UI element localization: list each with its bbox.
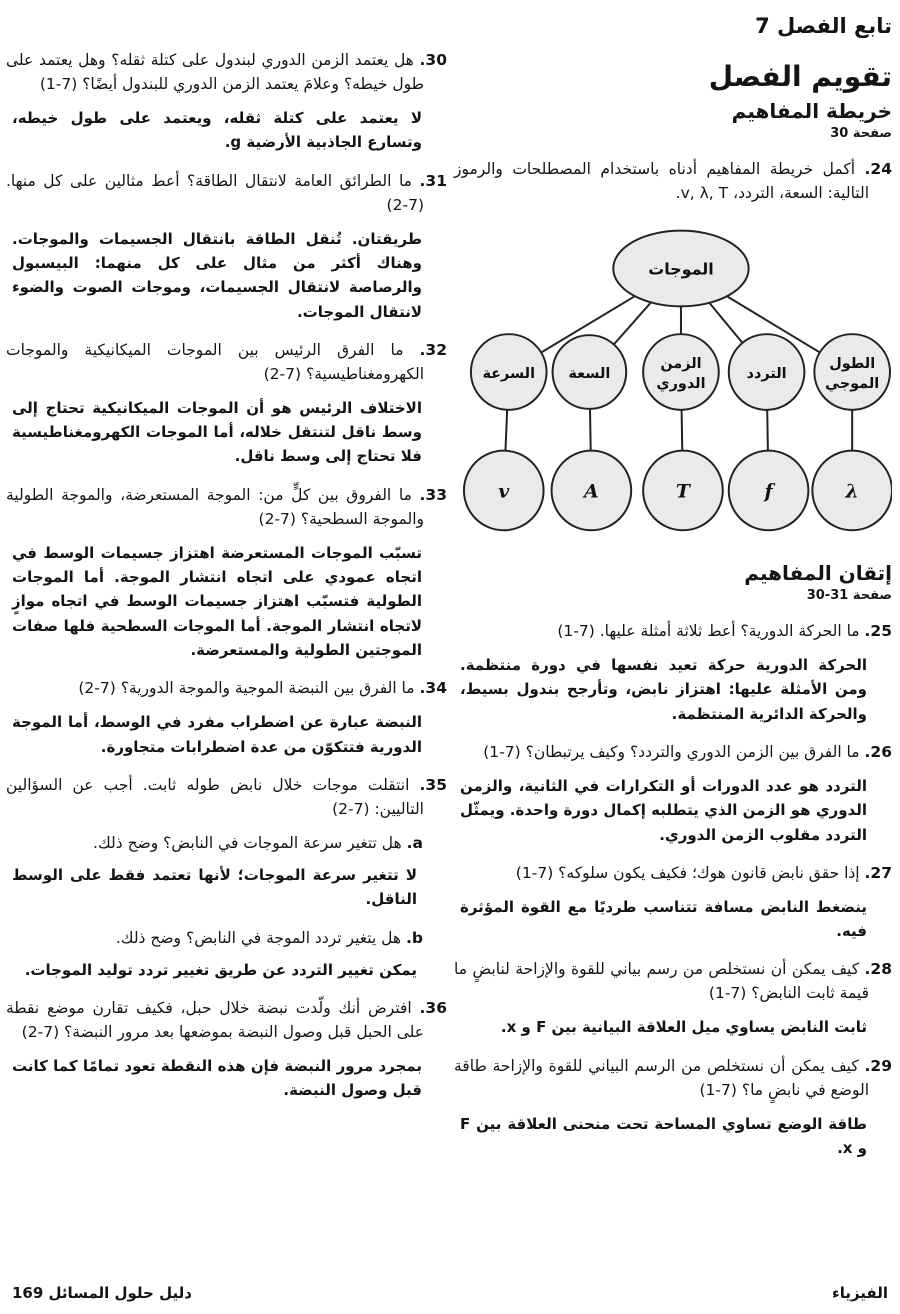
question-27-text: إذا حقق نابض قانون هوك؛ فكيف يكون سلوكه؟ (7-1)	[515, 863, 860, 882]
question-30-text: هل يعتمد الزمن الدوري لبندول على كتلة ثقله؟ وهل يعتمد على طول خيطه؟ وعلامَ يعتمد الزمن الدوري للبندول أيضًا؟ (7-1)	[6, 51, 424, 94]
diagram-node-wavelength-label-1: الطول	[829, 356, 876, 373]
answer-35b: يمكن تغيير التردد عن طريق تغيير تردد توليد الموجات.	[24, 960, 417, 979]
answer-30: لا يعتمد على كتلة ثقله، ويعتمد على طول خيطه، وتسارع الجاذبية الأرضية g.	[12, 109, 422, 152]
answer-29: طاقة الوضع تساوي المساحة تحت منحنى العلاقة بين F و x.	[460, 1114, 867, 1158]
diagram-symbol-f: f	[764, 480, 773, 503]
question-34-number: 34.	[419, 679, 447, 698]
question-28-text: كيف يمكن أن نستخلص من رسم بياني للقوة والإزاحة لنابضٍ ما قيمة ثابت النابض؟ (7-1)	[454, 960, 869, 1003]
answer-31: طريقتان. تُنقل الطاقة بانتقال الجسيمات والموجات. وهناك أكثر من مثال على كل منهما: البيسبول والرصاصة لانتقال الجسيمات، وموجات الصوت والضوء لانتقال الموجات.	[12, 229, 422, 321]
question-31-number: 31.	[419, 171, 447, 190]
answer-27: ينضغط النابض مسافة تتناسب طرديًا مع القوة المؤثرة فيه.	[460, 897, 867, 941]
question-26-number: 26.	[864, 742, 892, 761]
question-35	[6, 773, 447, 821]
question-36	[6, 996, 447, 1044]
diagram-node-amplitude-label: السعة	[568, 366, 611, 383]
diagram-node-wavelength-label-2: الموجي	[825, 375, 880, 392]
question-35-text: انتقلت موجات خلال نابض طوله ثابت. أجب عن السؤالين التاليين: (7-2)	[6, 775, 424, 818]
answer-33: تسبّب الموجات المستعرضة اهتزاز جسيمات الوسط في اتجاه عمودي على اتجاه انتشار الموجة. أما الموجات الطولية فتسبّب اهتزاز جسيمات الوسط في اتجاه موازٍ لاتجاه انتشار الموجة. أما الموجات السطحية فلها صفات الموجتين الطولية والمستعرضة.	[12, 543, 422, 659]
diagram-node-period-label-2: الدوري	[656, 375, 706, 392]
right-column	[454, 14, 892, 1174]
footer-book-title-page-number: دليل حلول المسائل 169	[12, 1284, 192, 1302]
answer-35a: لا تتغير سرعة الموجات؛ لأنها تعتمد فقط على الوسط الناقل.	[12, 865, 417, 909]
chapter-continued-tab: تابع الفصل 7	[755, 14, 892, 38]
question-35b-text: هل يتغير تردد الموجة في النابض؟ وضح ذلك.	[115, 928, 402, 947]
diagram-node-period-label-1: الزمن	[660, 356, 702, 373]
question-29-number: 29.	[864, 1056, 892, 1075]
diagram-symbol-A: A	[584, 480, 599, 503]
question-28-number: 28.	[864, 960, 892, 979]
question-36-number: 36.	[419, 998, 447, 1017]
concept-map-page-ref: صفحة 30	[830, 126, 892, 141]
question-34	[6, 676, 447, 700]
question-31	[6, 169, 447, 217]
answer-34: النبضة عبارة عن اضطراب مفرد في الوسط، أما الموجة الدورية فتتكوّن من عدة اضطرابات متجاورة.	[12, 713, 422, 756]
diagram-symbol-T: T	[675, 480, 690, 503]
concept-map-diagram	[454, 215, 892, 537]
chapter-assessment-title: تقويم الفصل	[708, 60, 892, 93]
answer-25: الحركة الدورية حركة تعيد نفسها في دورة منتظمة. ومن الأمثلة عليها: اهتزاز نابض، وتأرجح بندول بسيط، والحركة الدائرية المنتظمة.	[460, 656, 867, 723]
question-24	[454, 157, 892, 205]
question-32-number: 32.	[419, 340, 447, 359]
answer-32: الاختلاف الرئيس هو أن الموجات الميكانيكية تحتاج إلى وسط ناقل لتنتقل خلاله، أما الموجات الكهرومغناطيسية فلا تحتاج إلى وسط ناقل.	[12, 398, 422, 466]
question-27-number: 27.	[864, 863, 892, 882]
question-26-text: ما الفرق بين الزمن الدوري والتردد؟ وكيف يرتبطان؟ (7-1)	[483, 742, 860, 761]
question-35b-label: b.	[406, 928, 423, 947]
question-33-number: 33.	[419, 485, 447, 504]
question-32-text: ما الفرق الرئيس بين الموجات الميكانيكية والموجات الكهرومغناطيسية؟ (7-2)	[6, 340, 424, 383]
question-26	[454, 740, 892, 764]
diagram-symbol-lambda: λ	[845, 480, 859, 503]
question-29	[454, 1054, 892, 1102]
diagram-symbol-v: v	[498, 480, 510, 503]
diagram-node-speed-label: السرعة	[482, 366, 536, 383]
question-36-text: افترض أنك ولّدت نبضة خلال حبل، فكيف تقارن موضع نقطة على الحبل قبل وصول النبضة بموضعها بعد مرور النبضة؟ (7-2)	[6, 998, 424, 1041]
answer-36: بمجرد مرور النبضة فإن هذه النقطة تعود تمامًا كما كانت قبل وصول النبضة.	[12, 1056, 422, 1100]
question-25-number: 25.	[864, 622, 892, 641]
question-35a	[6, 831, 447, 855]
mastering-concepts-section-title: إتقان المفاهيم	[744, 561, 892, 586]
diagram-root-label: الموجات	[648, 259, 714, 279]
question-35a-text: هل تتغير سرعة الموجات في النابض؟ وضح ذلك.	[93, 833, 402, 852]
question-27	[454, 861, 892, 885]
question-31-text: ما الطرائق العامة لانتقال الطاقة؟ أعط مثالين على كل منها. (7-2)	[6, 171, 424, 214]
question-30-number: 30.	[419, 51, 447, 69]
answer-26: التردد هو عدد الدورات أو التكرارات في الثانية، والزمن الدوري هو الزمن الذي يتطلبه إكمال دورة واحدة. ويمثّل التردد مقلوب الزمن الدوري.	[460, 776, 867, 844]
question-34-text: ما الفرق بين النبضة الموجية والموجة الدورية؟ (7-2)	[78, 679, 415, 698]
concept-map-section-title: خريطة المفاهيم	[731, 99, 892, 123]
footer-subject-label: الفيزياء	[832, 1284, 888, 1302]
question-35-number: 35.	[419, 775, 447, 794]
question-24-number: 24.	[864, 160, 892, 178]
question-32	[6, 338, 447, 386]
question-33-text: ما الفروق بين كلٍّ من: الموجة المستعرضة، والموجة الطولية والموجة السطحية؟ (7-2)	[6, 485, 424, 528]
question-35b	[6, 926, 447, 950]
answer-28: ثابت النابض يساوي ميل العلاقة البيانية بين F و x.	[500, 1018, 867, 1037]
question-25-text: ما الحركة الدورية؟ أعط ثلاثة أمثلة عليها. (7-1)	[557, 622, 860, 641]
question-28	[454, 957, 892, 1005]
left-column	[6, 48, 447, 1116]
question-29-text: كيف يمكن أن نستخلص من الرسم البياني للقوة والإزاحة طاقة الوضع في نابضٍ ما؟ (7-1)	[454, 1056, 869, 1099]
question-33	[6, 483, 447, 531]
question-25	[454, 619, 892, 643]
question-35a-label: a.	[406, 833, 423, 852]
diagram-node-frequency-label: التردد	[746, 366, 787, 383]
mastering-concepts-page-ref: صفحة 31-30	[806, 588, 892, 604]
question-24-text: أكمل خريطة المفاهيم أدناه باستخدام المصطلحات والرموز التالية: السعة، التردد، v, λ, T.	[454, 160, 869, 203]
question-30	[6, 48, 447, 96]
